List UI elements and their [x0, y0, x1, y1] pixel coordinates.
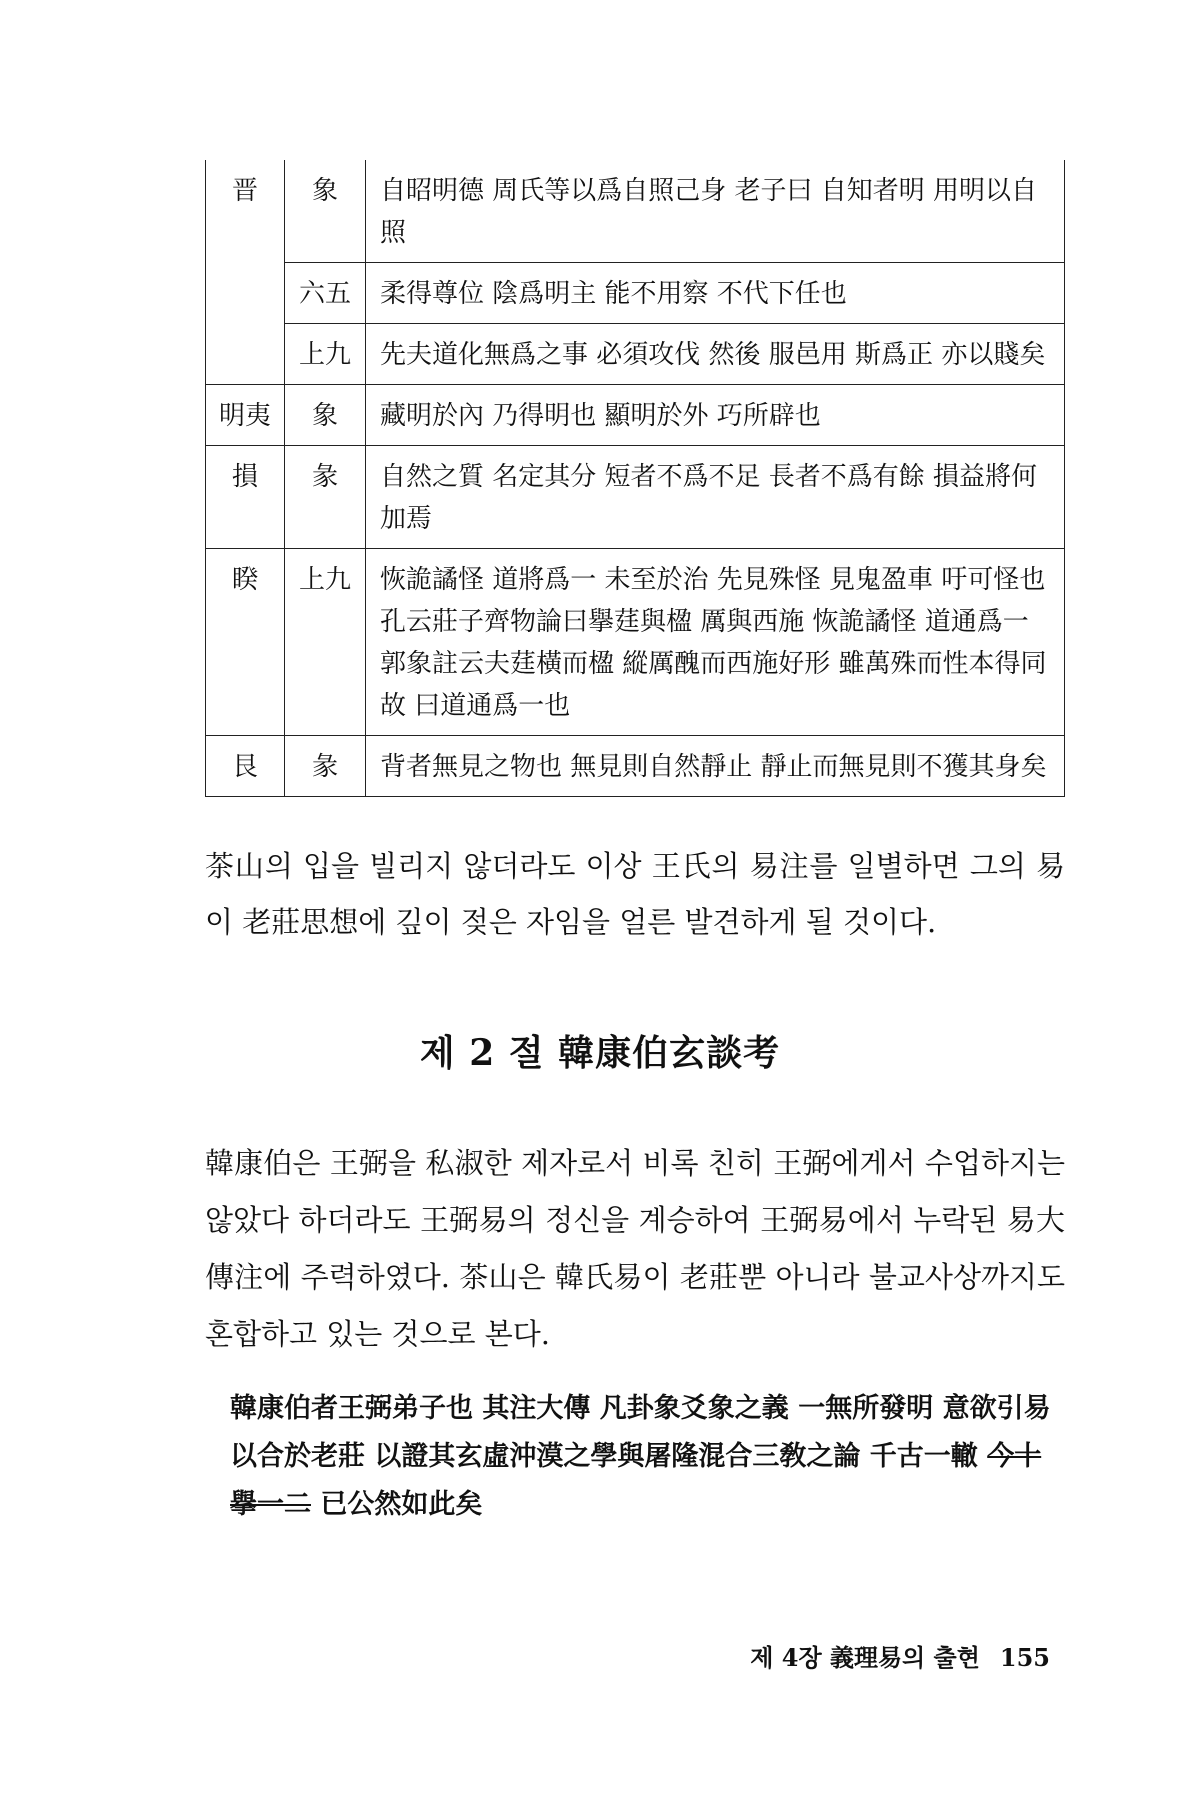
footer-chapter: 제 4장 義理易의 출현: [750, 1643, 980, 1672]
commentary-line: 照: [380, 218, 407, 248]
page-number: 155: [999, 1643, 1050, 1672]
line-cell: 上九: [285, 324, 366, 385]
line-cell: 彖: [285, 736, 366, 797]
commentary-line: 背者無見之物也 無見則自然靜止 靜止而無見則不獲其身矣: [380, 752, 1047, 782]
table-row: [206, 263, 1065, 324]
commentary-line: 藏明於內 乃得明也 顯明於外 巧所辟也: [380, 401, 821, 431]
paragraph-2: 韓康伯은 王弼을 私淑한 제자로서 비록 친히 王弼에게서 수업하지는 않았다 하더라도 王弼易의 정신을 계승하여 王弼易에서 누락된 易大傳注에 주력하였다. 茶山은 韓氏易이 老莊뿐 아니라 불교사상까지도 혼합하고 있는 것으로 본다.: [205, 1146, 1065, 1351]
commentary-line: 加焉: [380, 504, 433, 534]
table-row: [206, 160, 1065, 263]
commentary-line: 自然之質 名定其分 短者不爲不足 長者不爲有餘 損益將何: [380, 462, 1038, 492]
table-row: [206, 549, 1065, 736]
section-heading: 제 2 절 韓康伯玄談考: [419, 1032, 781, 1074]
commentary-cell: [366, 324, 1065, 385]
hexagram-cell: 艮: [206, 736, 285, 797]
quote-text-before: 韓康伯者王弼弟子也 其注大傳 凡卦象爻象之義 一無所發明 意欲引易以合於老莊 以證其玄虛沖漠之學與屠隆混合三敎之論 千古一轍: [230, 1393, 1051, 1472]
quote-struck-text: 今十擧一二: [230, 1441, 1042, 1520]
commentary-line: 先夫道化無爲之事 必須攻伐 然後 服邑用 斯爲正 亦以賤矣: [380, 340, 1046, 370]
line-cell: 象: [285, 160, 366, 263]
page-footer: [750, 1638, 1050, 1673]
table-row: [206, 385, 1065, 446]
commentary-line: 郭象註云夫莛橫而楹 縱厲醜而西施好形 雖萬殊而性本得同: [380, 649, 1047, 679]
commentary-cell: [366, 385, 1065, 446]
table-row: [206, 446, 1065, 549]
line-cell: 象: [285, 385, 366, 446]
commentary-cell: [366, 160, 1065, 263]
hexagram-cell: 睽: [206, 549, 285, 736]
table-row: [206, 736, 1065, 797]
line-cell: 彖: [285, 446, 366, 549]
line-cell: 六五: [285, 263, 366, 324]
quote-text-after: 已公然如此矣: [311, 1489, 483, 1520]
commentary-cell: [366, 446, 1065, 549]
commentary-line: 故 曰道通爲一也: [380, 691, 571, 721]
hexagram-cell: 明夷: [206, 385, 285, 446]
commentary-line: 恢詭譎怪 道將爲一 未至於治 先見殊怪 見鬼盈車 吁可怪也: [380, 565, 1046, 595]
commentary-line: 孔云莊子齊物論曰擧莛與楹 厲與西施 恢詭譎怪 道通爲一: [380, 607, 1029, 637]
commentary-line: 自昭明德 周氏等以爲自照己身 老子曰 自知者明 用明以自: [380, 176, 1038, 206]
table-body: [206, 160, 1065, 797]
commentary-line: 柔得尊位 陰爲明主 能不用察 不代下任也: [380, 279, 847, 309]
table-row: [206, 324, 1065, 385]
commentary-cell: [366, 263, 1065, 324]
block-quote: [230, 1385, 1065, 1529]
hexagram-cell: 晋: [206, 160, 285, 385]
hexagram-cell: 損: [206, 446, 285, 549]
paragraph-1: 茶山의 입을 빌리지 않더라도 이상 王氏의 易注를 일별하면 그의 易이 老莊思想에 깊이 젖은 자임을 얼른 발견하게 될 것이다.: [205, 849, 1065, 939]
classic-commentary-table-wrap: [205, 160, 1065, 797]
commentary-cell: [366, 549, 1065, 736]
classic-commentary-table: [205, 160, 1065, 797]
line-cell: 上九: [285, 549, 366, 736]
commentary-cell: [366, 736, 1065, 797]
